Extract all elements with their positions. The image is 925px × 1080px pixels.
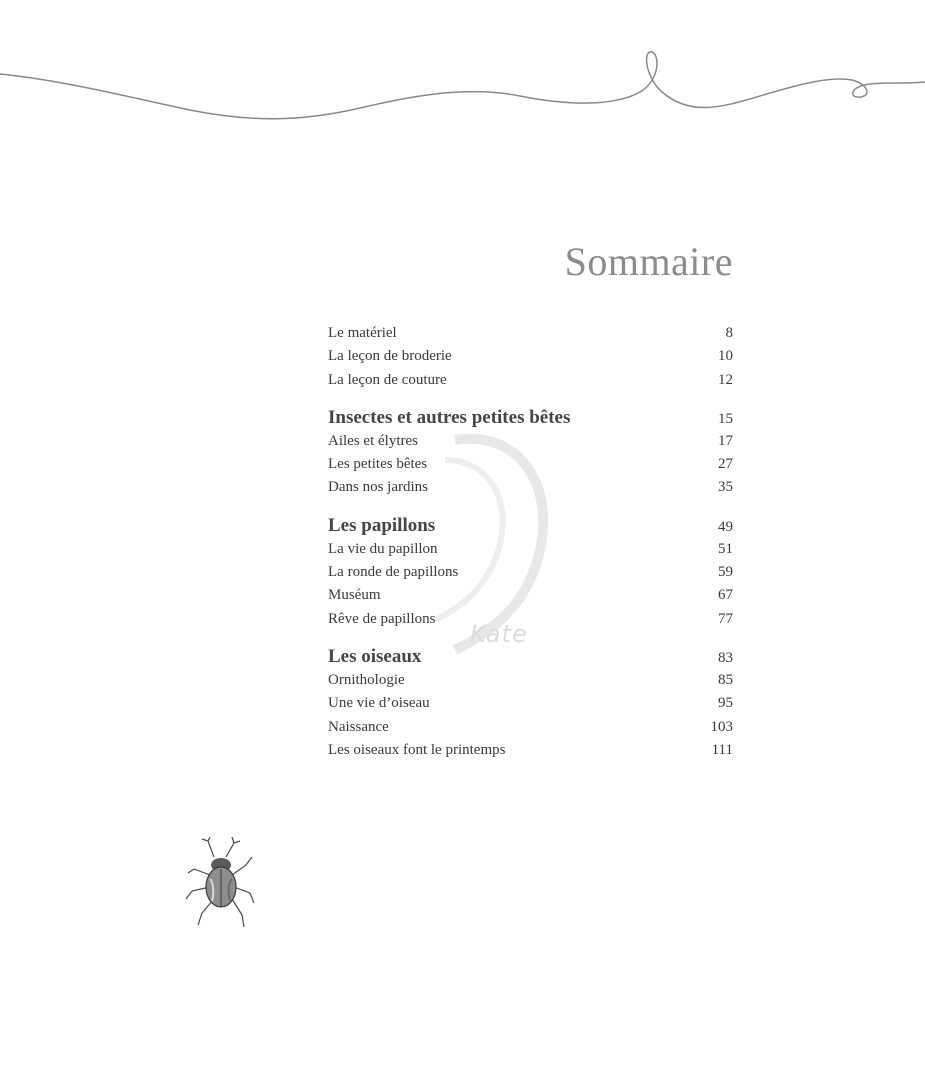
toc-entry-label: Dans nos jardins — [328, 479, 428, 496]
toc-entry-label: Ailes et élytres — [328, 432, 418, 449]
page-title: Sommaire — [564, 239, 733, 284]
toc-entry-label: La leçon de broderie — [328, 348, 452, 365]
table-of-contents — [328, 322, 733, 762]
toc-entry-page-number: 17 — [718, 432, 733, 449]
toc-entry-page-number: 51 — [718, 540, 733, 557]
toc-entry-label: Naissance — [328, 718, 389, 735]
toc-entry-page-number: 59 — [718, 564, 733, 581]
toc-entry-page-number: 12 — [718, 371, 733, 388]
watermark-text: Kate — [470, 620, 528, 648]
toc-entry-page-number: 10 — [718, 348, 733, 365]
thread-line-decoration — [0, 40, 925, 130]
toc-entry[interactable] — [328, 369, 733, 392]
toc-entry-page-number: 27 — [718, 456, 733, 473]
toc-section-heading[interactable] — [328, 406, 733, 430]
toc-entry[interactable] — [328, 538, 733, 561]
toc-entry[interactable] — [328, 584, 733, 607]
toc-entry-page-number: 67 — [718, 587, 733, 604]
toc-entry-label: Une vie d’oiseau — [328, 695, 430, 712]
toc-section-heading-label: Les papillons — [328, 514, 436, 536]
toc-entry[interactable] — [328, 669, 733, 692]
toc-section-heading[interactable] — [328, 514, 733, 538]
toc-section-heading-page-number: 15 — [718, 410, 733, 427]
toc-entry[interactable] — [328, 453, 733, 476]
toc-section-heading-label: Insectes et autres petites bêtes — [328, 406, 571, 428]
toc-section-heading-label: Les oiseaux — [328, 645, 422, 667]
toc-entry-label: Les petites bêtes — [328, 456, 428, 473]
toc-entry-label: La vie du papillon — [328, 540, 438, 557]
toc-section-heading-page-number: 83 — [718, 649, 733, 666]
toc-section-heading-page-number: 49 — [718, 518, 733, 535]
toc-entry-page-number: 8 — [725, 325, 733, 341]
toc-entry[interactable] — [328, 322, 733, 345]
toc-entry-page-number: 85 — [718, 671, 733, 688]
toc-entry[interactable] — [328, 608, 733, 631]
toc-entry-page-number: 77 — [718, 610, 733, 627]
toc-entry[interactable] — [328, 345, 733, 368]
toc-entry[interactable] — [328, 476, 733, 499]
toc-entry-page-number: 103 — [710, 718, 733, 735]
toc-section-heading[interactable] — [328, 645, 733, 669]
toc-entry-page-number: 35 — [718, 479, 733, 496]
toc-entry[interactable] — [328, 561, 733, 584]
toc-entry-label: La ronde de papillons — [328, 564, 459, 581]
toc-entry-label: La leçon de couture — [328, 371, 447, 388]
toc-entry[interactable] — [328, 716, 733, 739]
toc-entry-page-number: 95 — [718, 695, 733, 712]
toc-entry-label: Les oiseaux font le printemps — [328, 741, 506, 758]
beetle-illustration — [180, 835, 258, 931]
toc-entry-page-number: 111 — [711, 741, 733, 758]
toc-entry[interactable] — [328, 692, 733, 715]
toc-entry-label: Rêve de papillons — [328, 610, 436, 627]
toc-entry-label: Muséum — [328, 587, 381, 604]
toc-entry-label: Le matériel — [328, 325, 397, 341]
toc-entry-label: Ornithologie — [328, 671, 405, 688]
toc-entry[interactable] — [328, 430, 733, 453]
toc-entry[interactable] — [328, 739, 733, 762]
